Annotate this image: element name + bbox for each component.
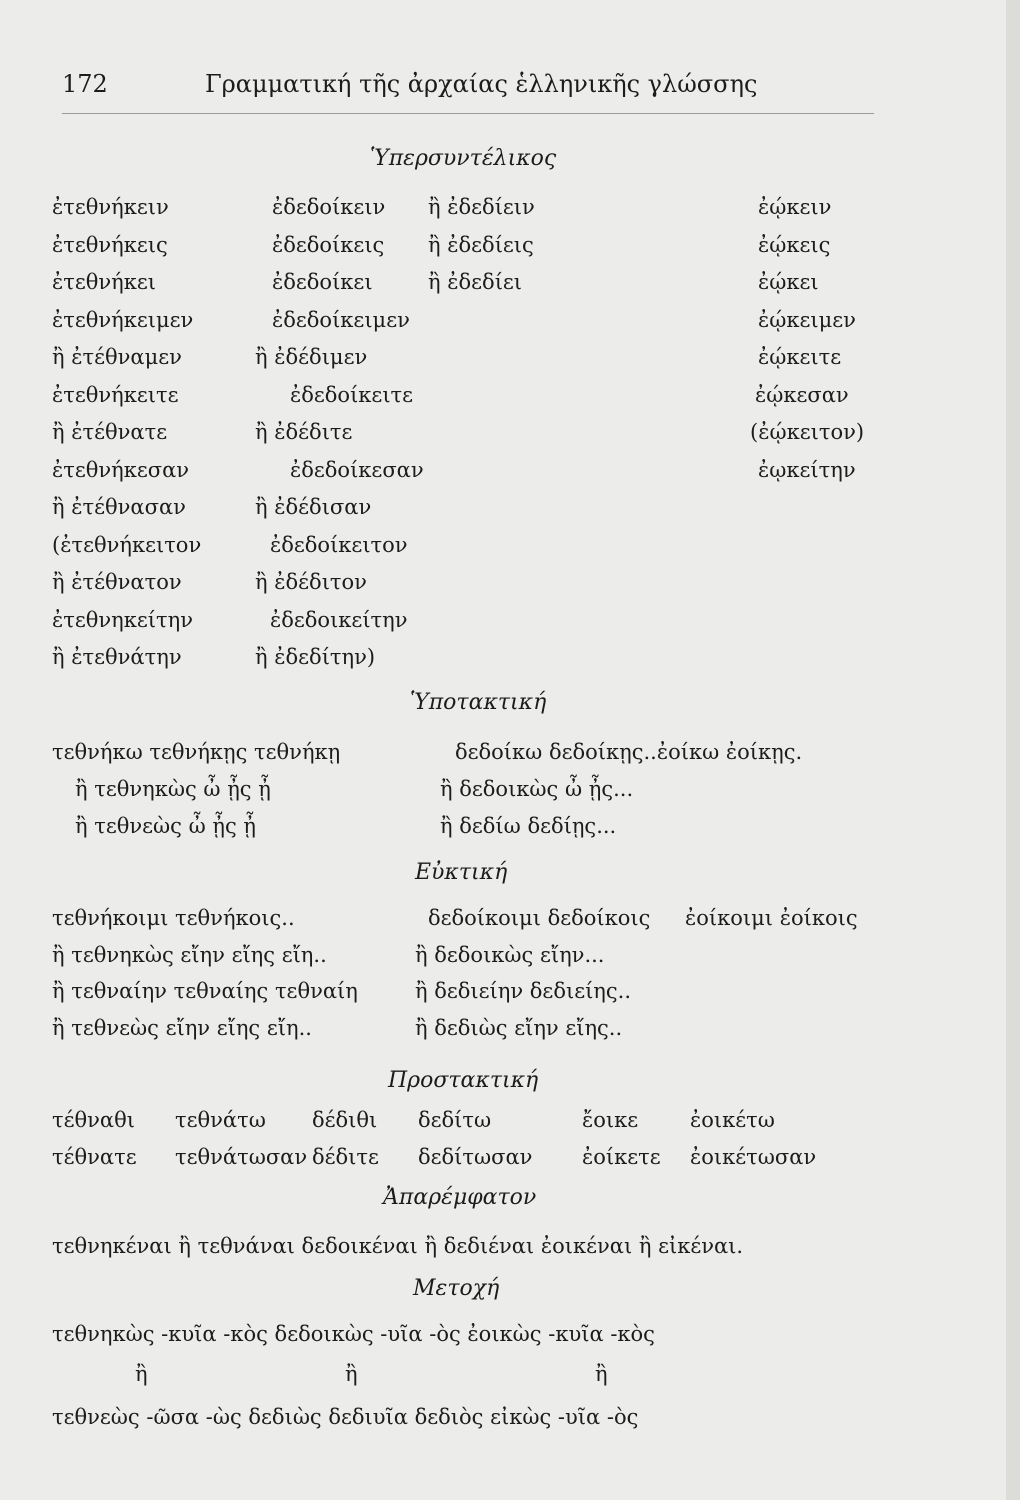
pluperfect-form: ἐῴκεις (758, 232, 831, 257)
pluperfect-form: ἐτεθνήκεσαν (52, 457, 190, 482)
pluperfect-form: ἐδεδοίκειν (272, 195, 386, 219)
imperative-form: τεθνάτω (175, 1108, 266, 1132)
optative-form: ἢ δεδιὼς εἴην εἴης.. (415, 1015, 623, 1040)
running-title: Γραμματική τῆς ἀρχαίας ἑλληνικῆς γλώσσης (205, 70, 758, 98)
pluperfect-form: ἐδεδοικείτην (270, 607, 408, 632)
section-title-subjunctive: Ὑποτακτική (410, 690, 547, 715)
pluperfect-form: ἐῴκει (758, 270, 819, 294)
imperative-form: δεδίτωσαν (418, 1145, 533, 1169)
subjunctive-form: ἢ δεδοικὼς ὦ ᾖς... (440, 777, 634, 801)
pluperfect-form: ἐδεδοίκεις (272, 232, 385, 257)
pluperfect-form: (ἐτεθνήκειτον (52, 532, 202, 557)
imperative-form: ἐοικέτωσαν (690, 1145, 817, 1169)
pluperfect-form: ἐδεδοίκειτε (290, 382, 414, 407)
pluperfect-form: ἐδεδοίκει (272, 270, 373, 294)
participle-or-marker: ἢ (345, 1362, 358, 1386)
pluperfect-form: ἐῴκειμεν (758, 307, 856, 332)
optative-form: ἢ τεθνεὼς εἴην εἴης εἴη.. (52, 1015, 312, 1040)
pluperfect-form: ἢ ἐδεδίει (428, 270, 523, 294)
pluperfect-form: ἐτεθνήκεις (52, 232, 168, 257)
pluperfect-form: ἢ ἐδεδίειν (428, 195, 535, 219)
infinitive-line: τεθνηκέναι ἢ τεθνάναι δεδοικέναι ἢ δεδιέναι ἐοικέναι ἢ εἰκέναι. (52, 1234, 744, 1258)
optative-form: δεδοίκοιμι δεδοίκοις (428, 906, 651, 930)
imperative-form: ἔοικε (582, 1108, 639, 1132)
pluperfect-form: ἢ ἐδέδιτον (255, 570, 367, 594)
page-number: 172 (62, 70, 108, 98)
pluperfect-form: ἢ ἐδέδιτε (255, 420, 353, 444)
pluperfect-form: (ἐῴκειτον) (750, 420, 865, 444)
pluperfect-form: ἢ ἐτέθναμεν (52, 345, 182, 369)
imperative-form: ἐοίκετε (582, 1145, 661, 1169)
subjunctive-form: ἢ τεθνηκὼς ὦ ᾖς ᾖ (75, 777, 271, 801)
imperative-form: τέθνατε (52, 1145, 137, 1169)
pluperfect-form: ἢ ἐδέδισαν (255, 495, 372, 519)
pluperfect-form: ἢ ἐτεθνάτην (52, 645, 182, 669)
pluperfect-form: ἐδεδοίκειμεν (272, 307, 410, 332)
imperative-form: δεδίτω (418, 1108, 492, 1132)
pluperfect-form: ἢ ἐτέθνασαν (52, 495, 186, 519)
participle-or-marker: ἢ (595, 1362, 608, 1386)
section-title-optative: Εὐκτική (415, 860, 508, 885)
pluperfect-form: ἐτεθνήκει (52, 270, 156, 294)
subjunctive-form: ἢ δεδίω δεδίῃς... (440, 814, 617, 838)
subjunctive-form: δεδοίκω δεδοίκῃς..ἐοίκω ἐοίκῃς. (455, 740, 803, 764)
section-title-imperative: Προστακτική (388, 1068, 539, 1093)
optative-form: τεθνήκοιμι τεθνήκοις.. (52, 906, 295, 930)
optative-form: ἢ δεδοικὼς εἴην... (415, 942, 605, 967)
pluperfect-form: ἐτεθνήκειμεν (52, 307, 194, 332)
pluperfect-form: ἢ ἐτέθνατον (52, 570, 182, 594)
header-rule (62, 113, 874, 114)
page-edge-shadow (1006, 0, 1020, 1500)
imperative-form: δέδιτε (312, 1145, 379, 1169)
imperative-form: τεθνάτωσαν (175, 1145, 308, 1169)
participle-line-alternate: τεθνεὼς -ῶσα -ὼς δεδιὼς δεδιυῖα δεδιὸς εἰκὼς -υῖα -ὸς (52, 1405, 639, 1429)
pluperfect-form: ἐτεθνήκειν (52, 195, 169, 219)
subjunctive-form: τεθνήκω τεθνήκῃς τεθνήκῃ (52, 740, 341, 764)
pluperfect-form: ἐῴκειν (758, 195, 832, 219)
pluperfect-form: ἐῳκείτην (758, 457, 856, 482)
pluperfect-form: ἐδεδοίκειτον (270, 532, 408, 557)
section-title-pluperfect: Ὑπερσυντέλικος (370, 146, 557, 171)
participle-or-marker: ἢ (135, 1362, 148, 1386)
pluperfect-form: ἢ ἐτέθνατε (52, 420, 168, 444)
pluperfect-form: ἐῴκειτε (758, 345, 842, 369)
pluperfect-form: ἢ ἐδέδιμεν (255, 345, 368, 369)
optative-form: ἢ δεδιείην δεδιείης.. (415, 979, 631, 1003)
pluperfect-form: ἢ ἐδεδίτην) (255, 645, 376, 669)
imperative-form: δέδιθι (312, 1108, 378, 1132)
imperative-form: τέθναθι (52, 1108, 135, 1132)
optative-form: ἢ τεθνηκὼς εἴην εἴης εἴη.. (52, 942, 327, 967)
optative-form: ἐοίκοιμι ἐοίκοις (685, 906, 858, 930)
pluperfect-form: ἐδεδοίκεσαν (290, 457, 424, 482)
participle-line-perfect: τεθνηκὼς -κυῖα -κὸς δεδοικὼς -υῖα -ὸς ἐοικὼς -κυῖα -κὸς (52, 1322, 655, 1346)
imperative-form: ἐοικέτω (690, 1108, 775, 1132)
subjunctive-form: ἢ τεθνεὼς ὦ ᾖς ᾖ (75, 814, 257, 838)
pluperfect-form: ἢ ἐδεδίεις (428, 232, 534, 257)
pluperfect-form: ἐτεθνηκείτην (52, 607, 193, 632)
pluperfect-form: ἐτεθνήκειτε (52, 382, 179, 407)
section-title-participle: Μετοχή (413, 1276, 500, 1301)
section-title-infinitive: Ἀπαρέμφατον (383, 1185, 537, 1210)
optative-form: ἢ τεθναίην τεθναίης τεθναίη (52, 979, 358, 1003)
pluperfect-form: ἐῴκεσαν (755, 382, 849, 407)
